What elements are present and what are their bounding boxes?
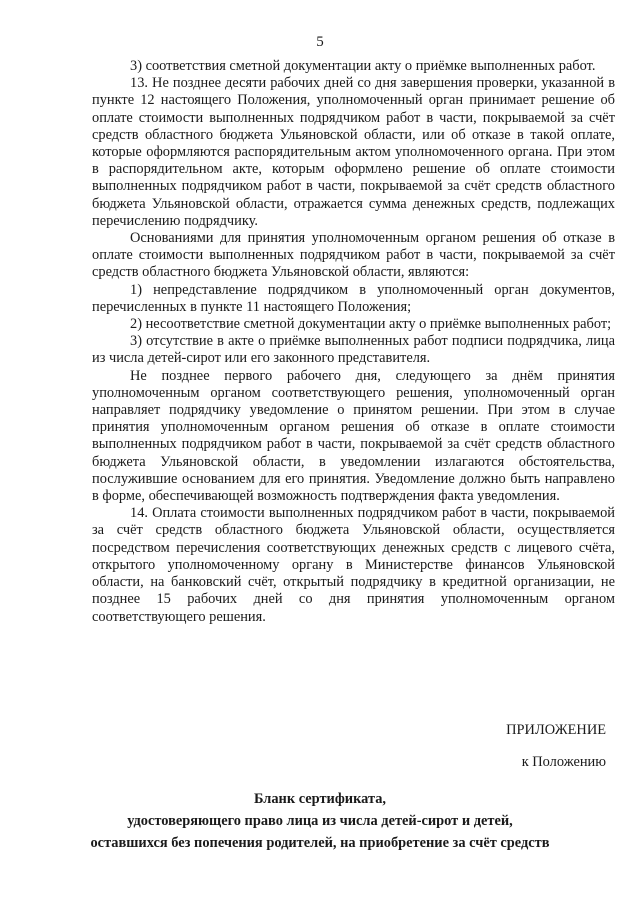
appendix-label: ПРИЛОЖЕНИЕ [506,722,606,738]
form-title [0,788,640,854]
paragraph-ground-3: 3) отсутствие в акте о приёмке выполненных работ подписи подрядчика, лица из числа детей-сирот или его законного представителя. [92,333,615,367]
paragraph-notification: Не позднее первого рабочего дня, следующего за днём принятия уполномоченным органом соответствующего решения, уполномоченный орган направляет подрядчику уведомление о принятом решении. При этом в случае принятия уполномоченным органом решения об отказе в оплате стоимости выполненных подрядчиком работ в части, покрываемой за счёт средств областного бюджета Ульяновской области, в уведомлении излагаются обстоятельства, послужившие основанием для его принятия. Уведомление должно быть направлено в форме, обеспечивающей возможность подтверждения факта уведомления. [92,367,615,505]
paragraph-condition-3: 3) соответствия сметной документации акту о приёмке выполненных работ. [130,58,596,74]
paragraph-ground-2: 2) несоответствие сметной документации акту о приёмке выполненных работ; [130,316,612,333]
paragraph-clause-13: 13. Не позднее десяти рабочих дней со дня завершения проверки, указанной в пункте 12 настоящего Положения, уполномоченный орган принимает решение об оплате стоимости выполненных подрядчиком работ в части, покрываемой за счёт средств областного бюджета Ульяновской области, или об отказе в такой оплате, которые оформляются распорядительным актом уполномоченного органа. При этом в распорядительном акте, которым оформлено решение об оплате стоимости выполненных подрядчиком работ в части, покрываемой за счёт средств областного бюджета Ульяновской области, отражается сумма денежных средств, подлежащих перечислению подрядчику. [92,75,615,229]
form-title-line-2: удостоверяющего право лица из числа детей-сирот и детей, [127,813,513,829]
form-title-line-1: Бланк сертификата, [253,791,387,807]
page-number: 5 [316,34,324,50]
paragraph-ground-1: 1) непредставление подрядчиком в уполномоченный орган документов, перечисленных в пункте 11 настоящего Положения; [92,281,615,315]
document-body [92,58,615,626]
appendix-reference: к Положению [521,754,606,770]
paragraph-refusal-grounds: Основаниями для принятия уполномоченным органом решения об отказе в оплате стоимости выполненных подрядчиком работ в части, покрываемой за счёт средств областного бюджета Ульяновской области, являются: [92,230,615,281]
paragraph-clause-14: 14. Оплата стоимости выполненных подрядчиком работ в части, покрываемой за счёт средств областного бюджета Ульяновской области, осуществляется посредством перечисления соответствующих денежных средств с лицевого счёта, открытого уполномоченному органу в Министерстве финансов Ульяновской области, на банковский счёт, открытый подрядчику в кредитной организации, не позднее 15 рабочих дней со дня принятия уполномоченным органом соответствующего решения. [92,505,615,625]
form-title-line-3: оставшихся без попечения родителей, на приобретение за счёт средств [90,835,550,851]
